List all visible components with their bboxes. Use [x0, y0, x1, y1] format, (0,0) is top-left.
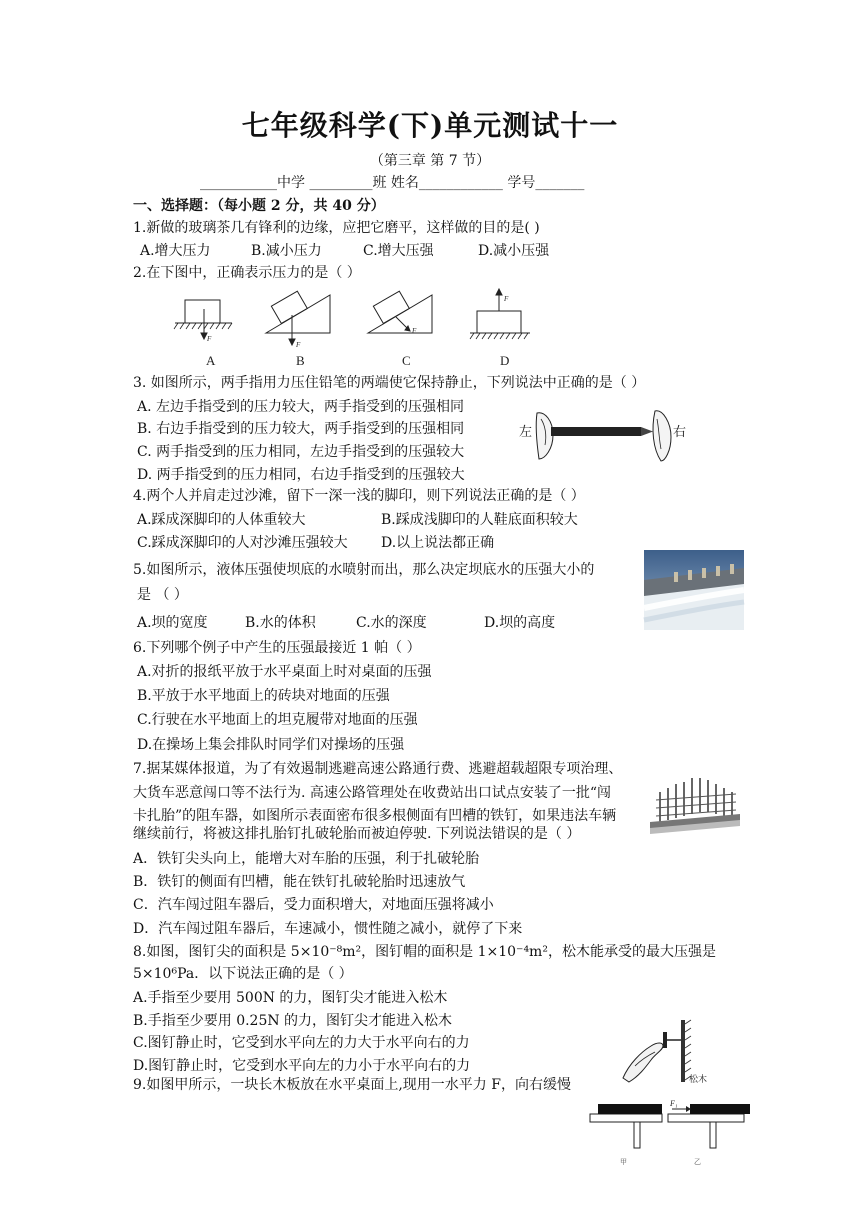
- question-5-stem-line2: 是 （ ）: [137, 587, 188, 603]
- thumbtack-figure: [615, 1020, 725, 1090]
- q8-option-b: B.手指至少要用 0.25N 的力，图钉尖才能进入松木: [133, 1013, 453, 1029]
- force-label-f1: F₁: [670, 1099, 678, 1108]
- force-diagrams-figure: [170, 285, 540, 370]
- q3-option-c: C. 两手指受到的压力相同，左边手指受到的压强较大: [137, 444, 465, 460]
- q3-option-d: D. 两手指受到的压力相同，右边手指受到的压强较大: [137, 467, 465, 483]
- force-label-b: F: [296, 341, 301, 349]
- q6-option-d: D.在操场上集会排队时同学们对操场的压强: [137, 737, 405, 753]
- question-7-stem-line3: 卡扎胎”的阻车器，如图所示表面密布很多根侧面有凹槽的铁钉，如果违法车辆: [133, 808, 617, 824]
- spike-strip-photo: [650, 772, 740, 834]
- wood-label: 松木: [689, 1075, 708, 1085]
- page-subtitle: （第三章 第 7 节）: [369, 153, 491, 169]
- q8-option-a: A.手指至少要用 500N 的力，图钉尖才能进入松木: [133, 990, 448, 1006]
- q8-option-d: D.图钉静止时，它受到水平向左的力小于水平向右的力: [133, 1058, 471, 1074]
- q1-option-b: B.减小压力: [251, 243, 322, 259]
- section-heading: 一、选择题：（每小题 2 分，共 40 分）: [133, 198, 385, 214]
- q6-option-a: A.对折的报纸平放于水平桌面上时对桌面的压强: [137, 664, 432, 680]
- q6-option-c: C.行驶在水平地面上的坦克履带对地面的压强: [137, 712, 418, 728]
- left-label: 左: [519, 425, 533, 440]
- board-figure: [590, 1098, 755, 1168]
- force-label-c: F: [412, 327, 417, 335]
- q7-option-c: C．汽车闯过阻车器后，受力面积增大，对地面压强将减小: [133, 897, 494, 913]
- diagram-label-b: B: [296, 353, 305, 368]
- question-1-stem: 1.新做的玻璃茶几有锋利的边缘，应把它磨平，这样做的目的是( ): [133, 220, 540, 236]
- q7-option-b: B．铁钉的侧面有凹槽，能在铁钉扎破轮胎时迅速放气: [133, 874, 466, 890]
- diagram-a: [174, 300, 232, 339]
- q4-option-c: C.踩成深脚印的人对沙滩压强较大: [137, 535, 348, 551]
- question-7-stem-line4: 继续前行，将被这排扎胎钉扎破轮胎而被迫停驶. 下列说法错误的是（ ）: [133, 826, 581, 842]
- q3-option-b: B. 右边手指受到的压力较大，两手指受到的压强相同: [137, 421, 465, 437]
- q7-option-d: D．汽车闯过阻车器后，车速减小，惯性随之减小，就停了下来: [133, 921, 523, 937]
- question-8-stem-line1: 8.如图，图钉尖的面积是 5×10⁻⁸m²，图钉帽的面积是 1×10⁻⁴m²，松木能承受的最大压强是: [133, 944, 716, 960]
- question-4-stem: 4.两个人并肩走过沙滩，留下一深一浅的脚印，则下列说法正确的是（ ）: [133, 488, 585, 504]
- q1-option-a: A.增大压力: [140, 243, 211, 259]
- q4-option-a: A.踩成深脚印的人体重较大: [137, 512, 306, 528]
- q3-option-a: A. 左边手指受到的压力较大，两手指受到的压强相同: [137, 399, 465, 415]
- fig-label-yi: 乙: [694, 1158, 701, 1166]
- question-5-stem-line1: 5.如图所示，液体压强使坝底的水喷射而出，那么决定坝底水的压强大小的: [133, 562, 595, 578]
- right-label: 右: [673, 425, 687, 440]
- question-7-stem-line2: 大货车恶意闯口等不法行为. 高速公路管理处在收费站出口试点安装了一批“闯: [133, 785, 612, 801]
- q4-option-d: D.以上说法都正确: [381, 535, 495, 551]
- diagram-b: [266, 291, 330, 345]
- diagram-label-a: A: [206, 353, 216, 368]
- q1-option-c: C.增大压强: [363, 243, 434, 259]
- force-label-a: F: [207, 335, 212, 343]
- q6-option-b: B.平放于水平地面上的砖块对地面的压强: [137, 688, 390, 704]
- diagram-c: [368, 291, 432, 333]
- student-info-line: ___________中学 _________班 姓名____________ 学号_______: [200, 175, 585, 191]
- question-8-stem-line2: 5×10⁶Pa．以下说法正确的是（ ）: [133, 966, 353, 982]
- question-6-stem: 6.下列哪个例子中产生的压强最接近 1 帕（ ）: [133, 640, 421, 656]
- force-label-d: F: [504, 295, 509, 303]
- fig-label-jia: 甲: [620, 1158, 627, 1166]
- diagram-label-d: D: [500, 353, 510, 368]
- diagram-label-c: C: [402, 353, 411, 368]
- q1-option-d: D.减小压强: [478, 243, 550, 259]
- q5-option-c: C.水的深度: [356, 615, 427, 631]
- q5-option-d: D.坝的高度: [484, 615, 556, 631]
- page-title: 七年级科学(下)单元测试十一: [241, 109, 619, 142]
- question-7-stem-line1: 7.据某媒体报道，为了有效遏制逃避高速公路通行费、逃避超载超限专项治理、: [133, 761, 623, 777]
- q7-option-a: A．铁钉尖头向上，能增大对车胎的压强，利于扎破轮胎: [133, 851, 480, 867]
- question-3-stem: 3. 如图所示，两手指用力压住铅笔的两端使它保持静止，下列说法中正确的是（ ）: [133, 375, 646, 391]
- question-2-stem: 2.在下图中，正确表示压力的是（ ）: [133, 265, 361, 281]
- q5-option-b: B.水的体积: [245, 615, 316, 631]
- diagram-d: [470, 289, 530, 339]
- question-9-stem: 9.如图甲所示，一块长木板放在水平桌面上,现用一水平力 F，向右缓慢: [133, 1077, 571, 1093]
- q4-option-b: B.踩成浅脚印的人鞋底面积较大: [381, 512, 578, 528]
- dam-photo: [644, 550, 744, 630]
- q8-option-c: C.图钉静止时，它受到水平向左的力大于水平向右的力: [133, 1035, 470, 1051]
- q5-option-a: A.坝的宽度: [137, 615, 208, 631]
- pencil-fingers-figure: [515, 405, 690, 465]
